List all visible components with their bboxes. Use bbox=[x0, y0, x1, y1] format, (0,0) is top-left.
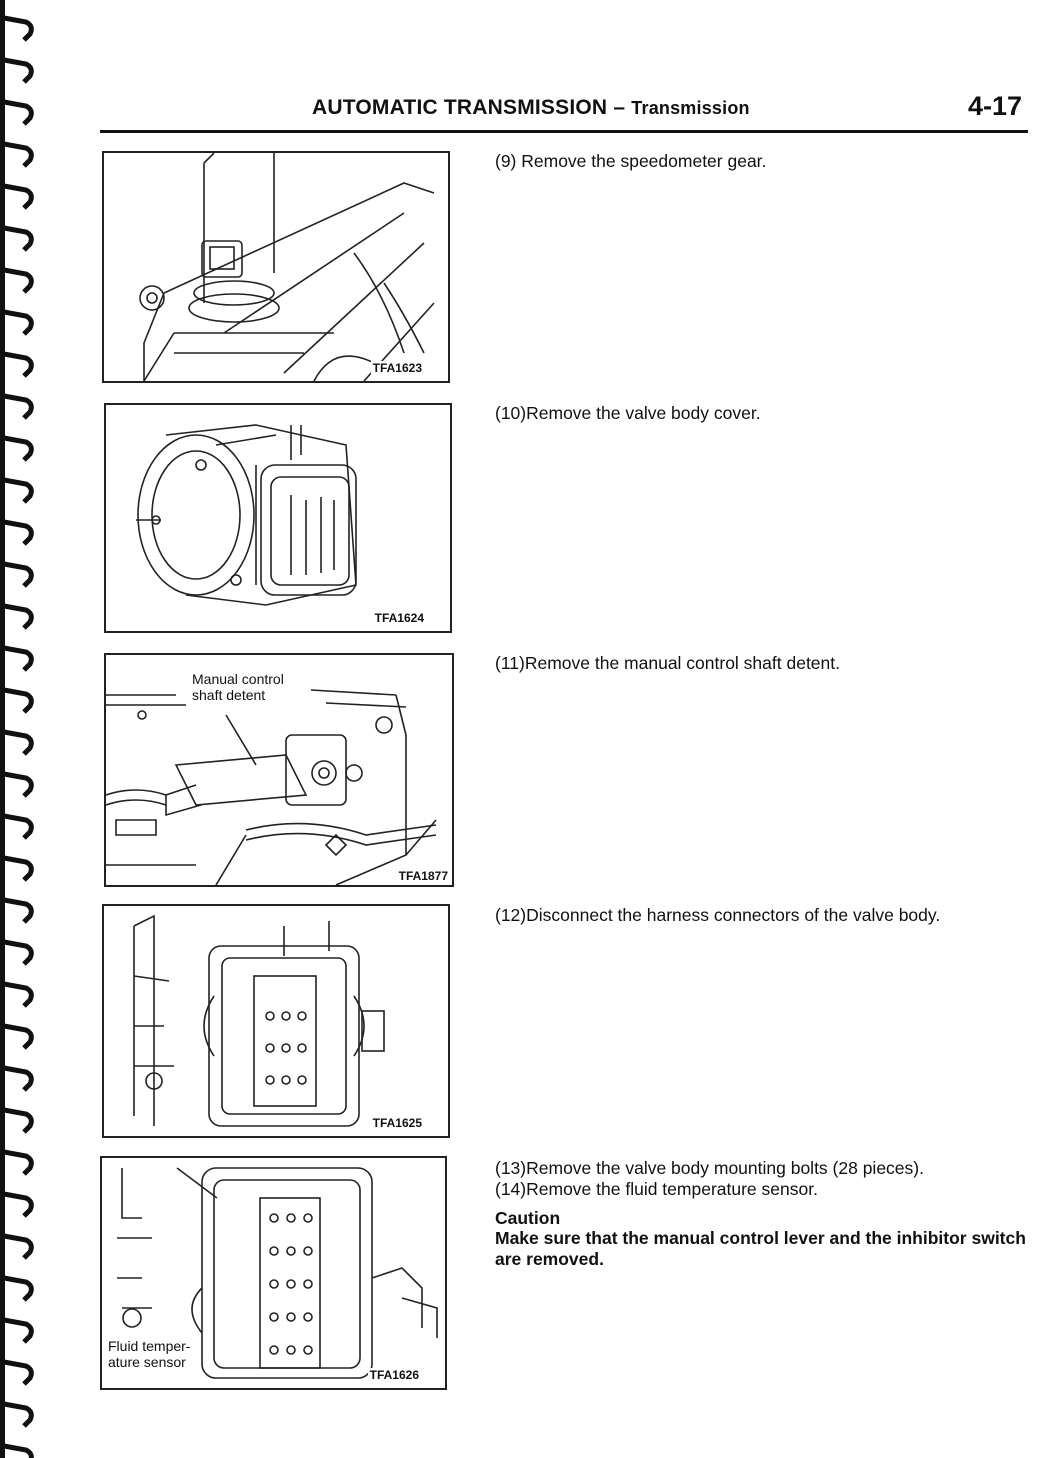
step-13: (13)Remove the valve body mounting bolts (28 pieces). bbox=[495, 1158, 924, 1178]
binding-ring bbox=[4, 858, 31, 880]
step-11: (11)Remove the manual control shaft detent. bbox=[495, 653, 841, 673]
bolt bbox=[282, 1044, 290, 1052]
binding-ring bbox=[4, 1278, 31, 1300]
binding-ring bbox=[4, 480, 31, 502]
step-14: (14)Remove the fluid temperature sensor. bbox=[495, 1179, 818, 1199]
figure-code: TFA1626 bbox=[369, 1368, 419, 1382]
valve-body-harness-illustration bbox=[104, 906, 448, 1136]
bolt bbox=[270, 1280, 278, 1288]
binding-ring bbox=[4, 732, 31, 754]
bolt bbox=[270, 1214, 278, 1222]
speedometer-gear-illustration bbox=[104, 153, 448, 381]
bolt bbox=[304, 1280, 312, 1288]
figure-speedometer-gear bbox=[102, 151, 450, 383]
callout-line: Manual control bbox=[192, 671, 284, 687]
binding-ring bbox=[4, 228, 31, 250]
binding-ring bbox=[4, 774, 31, 796]
spiral-binding bbox=[0, 0, 44, 1458]
binding-ring bbox=[4, 942, 31, 964]
binding-ring bbox=[4, 816, 31, 838]
binding-ring bbox=[4, 354, 31, 376]
binding-ring bbox=[4, 1152, 31, 1174]
section-subtitle: Transmission bbox=[631, 98, 750, 118]
bolt bbox=[304, 1346, 312, 1354]
bolt bbox=[304, 1313, 312, 1321]
binding-ring bbox=[4, 984, 31, 1006]
binding-ring bbox=[4, 1404, 31, 1426]
binding-ring bbox=[4, 606, 31, 628]
binding-ring bbox=[4, 564, 31, 586]
binding-ring bbox=[4, 900, 31, 922]
chapter-title: AUTOMATIC TRANSMISSION bbox=[312, 96, 608, 119]
binding-ring bbox=[4, 1362, 31, 1384]
bolt bbox=[266, 1012, 274, 1020]
binding-ring bbox=[4, 396, 31, 418]
binding-ring bbox=[4, 1446, 31, 1458]
binding-ring bbox=[4, 1320, 31, 1342]
binding-ring bbox=[4, 648, 31, 670]
step-12: (12)Disconnect the harness connectors of the valve body. bbox=[495, 905, 941, 925]
page-number: 4-17 bbox=[967, 91, 1022, 121]
bolt bbox=[287, 1313, 295, 1321]
binding-ring bbox=[4, 522, 31, 544]
figure-manual-control-shaft-detent bbox=[104, 653, 454, 887]
figure-valve-body-cover bbox=[104, 403, 452, 633]
title-dash: – bbox=[613, 96, 626, 119]
bolt bbox=[270, 1346, 278, 1354]
bolt bbox=[270, 1247, 278, 1255]
caution-text: Make sure that the manual control lever and the inhibitor switch are removed. bbox=[495, 1228, 1026, 1269]
manual-control-shaft-detent-callout bbox=[192, 671, 284, 703]
binding-ring bbox=[4, 102, 31, 124]
binding-ring bbox=[4, 60, 31, 82]
bolt bbox=[298, 1076, 306, 1084]
binding-ring bbox=[4, 1068, 31, 1090]
binding-ring bbox=[4, 690, 31, 712]
binding-ring bbox=[4, 1194, 31, 1216]
figure-code: TFA1625 bbox=[372, 1116, 422, 1130]
figure-code: TFA1624 bbox=[374, 611, 424, 625]
fluid-temperature-sensor-callout bbox=[108, 1338, 190, 1370]
binding-ring bbox=[4, 438, 31, 460]
bolt bbox=[287, 1214, 295, 1222]
step-10: (10)Remove the valve body cover. bbox=[495, 403, 761, 423]
figure-fluid-temperature-sensor bbox=[100, 1156, 447, 1390]
bolt bbox=[298, 1044, 306, 1052]
bolt bbox=[287, 1280, 295, 1288]
figure-code: TFA1623 bbox=[372, 361, 422, 375]
binding-ring bbox=[4, 270, 31, 292]
callout-line: ature sensor bbox=[108, 1354, 186, 1370]
binding-ring bbox=[4, 1110, 31, 1132]
binding-ring bbox=[4, 312, 31, 334]
callout-line: Fluid temper- bbox=[108, 1338, 191, 1354]
bolt bbox=[266, 1044, 274, 1052]
caution-title: Caution bbox=[495, 1208, 561, 1228]
bolt bbox=[287, 1346, 295, 1354]
bolt bbox=[282, 1076, 290, 1084]
callout-line: shaft detent bbox=[192, 687, 266, 703]
bolt bbox=[304, 1247, 312, 1255]
binding-ring bbox=[4, 186, 31, 208]
bolt bbox=[287, 1247, 295, 1255]
binding-ring bbox=[4, 144, 31, 166]
binding-ring bbox=[4, 18, 31, 40]
bolt bbox=[298, 1012, 306, 1020]
valve-body-cover-illustration bbox=[106, 405, 450, 631]
header-title bbox=[312, 96, 750, 120]
binding-ring bbox=[4, 1236, 31, 1258]
step-9: (9) Remove the speedometer gear. bbox=[495, 151, 767, 171]
figure-valve-body-harness bbox=[102, 904, 450, 1138]
figure-code: TFA1877 bbox=[398, 869, 448, 883]
bolt bbox=[270, 1313, 278, 1321]
bolt bbox=[282, 1012, 290, 1020]
binding-ring bbox=[4, 1026, 31, 1048]
page-header bbox=[100, 90, 1028, 133]
bolt bbox=[266, 1076, 274, 1084]
bolt bbox=[304, 1214, 312, 1222]
